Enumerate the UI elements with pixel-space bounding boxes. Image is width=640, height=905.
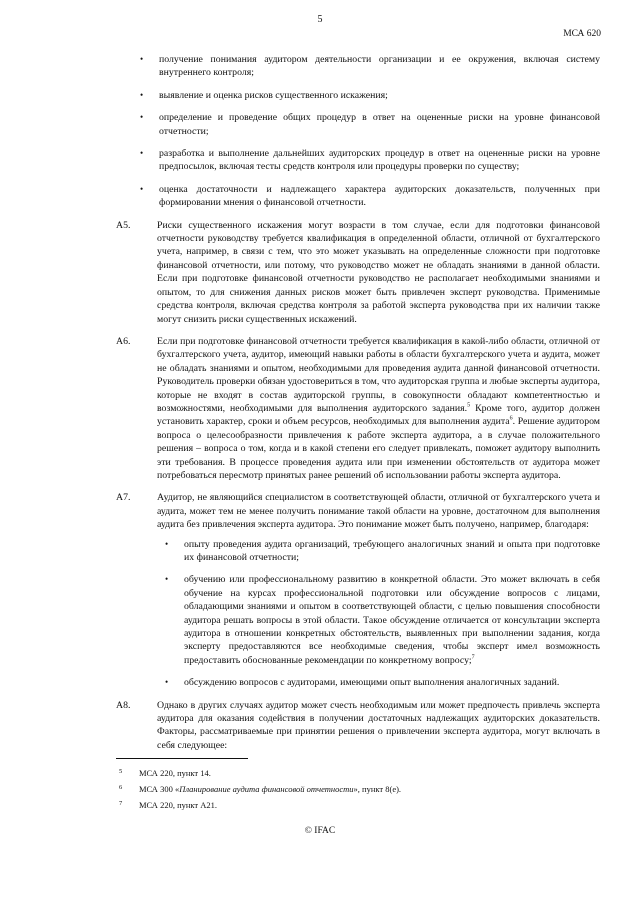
paragraph-text-part: . Решение аудитором вопроса о целесообразности привлечения к работе эксперта аудитора, а в случае положительного решения – вопроса о том, когда и в какой степени его следует привлекать, поможет аудитору выполнить эти требования. В процессе проведения аудита или при изменении обстоятельств от аудитора может потребоваться пересмотр принятых ранее решений об использовании работы эксперта аудитора. (157, 416, 601, 481)
bullet-icon: • (165, 538, 169, 549)
document-code: МСА 620 (563, 29, 601, 39)
footnote-title: Планирование аудита финансовой отчетности (179, 784, 354, 794)
paragraph-number: А5. (116, 219, 131, 231)
footnote-text: », пункт 8(e). (353, 784, 402, 794)
paragraph-text (157, 335, 600, 482)
list-item-text: обсуждению вопросов с аудиторами, имеющими опыт выполнения аналогичных заданий. (184, 677, 560, 689)
list-item-text: обучению или профессиональному развитию в конкретной области. Это может включать в себя обучение на курсах профессиональной подготовки или обсуждение вопросов с лицами, обладающими знаниями и опытом в соответствующей области, с целью повышения способности аудитора решать вопросы в этой области. Такое обсуждение отличается от консультации эксперта аудитора в отношении конкретных обстоятельств, выявленных при выполнении задания, когда эксперту предоставляются все необходимые сведения, чтобы эксперт имел возможность предоставить обоснованные рекомендации по конкретному вопросу; (184, 574, 600, 666)
bullet-icon: • (165, 574, 169, 585)
footnote-text: МСА 220, пункт А21. (139, 800, 218, 810)
list-item-text: выявление и оценка рисков существенного искажения; (159, 89, 388, 101)
bullet-icon: • (140, 183, 144, 194)
footnotes (116, 758, 600, 816)
list-item (116, 53, 600, 80)
intro-bullet-list (116, 53, 600, 210)
footnote (116, 768, 600, 779)
list-item (116, 89, 600, 102)
footnote (116, 800, 600, 811)
copyright-footer: © IFAC (304, 826, 336, 836)
list-item (116, 147, 600, 174)
footnote-divider (116, 758, 248, 759)
paragraph-text-part: Если при подготовке финансовой отчетности требуется квалификация в какой-либо области, отличной от бухгалтерского учета, аудитор, имеющий навыки работы в области бухгалтерского учета и аудита, может не обладать знаниями и опытом, необходимыми для проведения аудита данной финансовой отчетности. Руководитель проверки обязан удостовериться в том, что аудиторская группа и любые эксперты аудитора, которые не входят в состав аудиторской группы, в совокупности обладают компетентностью и возможностями, необходимыми для выполнения аудиторского задания. (157, 335, 600, 414)
footnote (116, 784, 600, 795)
list-item (141, 573, 600, 667)
bullet-icon: • (140, 89, 144, 100)
list-item-text: оценка достаточности и надлежащего характера аудиторских доказательств, полученных при формировании мнения о финансовой отчетности. (159, 183, 600, 209)
list-item-text: разработка и выполнение дальнейших аудиторских процедур в ответ на оцененные риски на уровне предпосылок, включая тесты средств контроля или процедуры проверки по существу; (159, 148, 600, 173)
footnote-number: 7 (119, 800, 123, 807)
list-item (116, 111, 600, 138)
paragraph-a6 (116, 335, 600, 482)
list-item-text: определение и проведение общих процедур в ответ на оцененные риски на уровне финансовой отчетности; (159, 112, 600, 137)
paragraph-number: А8. (116, 699, 131, 711)
footnote-ref: 5 (467, 402, 471, 409)
list-item-text: опыту проведения аудита организаций, требующего аналогичных знаний и опыта при подготовке их финансовой отчетности; (184, 538, 600, 563)
list-item (116, 183, 600, 210)
paragraph-a5 (116, 219, 600, 326)
footnote-number: 6 (119, 784, 123, 791)
footnote-ref: 6 (509, 416, 513, 423)
list-item (141, 538, 600, 565)
page-number: 5 (317, 14, 323, 25)
paragraph-number: А7. (116, 492, 131, 504)
bullet-icon: • (140, 54, 144, 64)
paragraph-text: Однако в других случаях аудитор может счесть необходимым или может предпочесть привлечь эксперта аудитора для оказания содействия в получении достаточных надлежащих аудиторских доказательств. Факторы, рассматриваемые при принятии решения о привлечении эксперта аудитора, могут включать в себя следующее: (157, 699, 600, 751)
paragraph-text: Риски существенного искажения могут возрасти в том случае, если для подготовки финансовой отчетности руководству требуется квалификация в определенной области, отличной от бухгалтерского учета, например, в связи с тем, что это может указывать на определенные сложности при подготовке финансовой отчетности, или потому, что руководство может не обладать знаниями в данной области. Если при подготовке финансовой отчетности руководство не располагает необходимыми знаниями и опытом, то для снижения данных рисков может быть привлечен эксперт руководства. Применимые средства контроля, включая средства контроля за работой эксперта руководства при их наличии также могут снизить риски существенных искажений. (157, 219, 600, 325)
bullet-icon: • (140, 148, 144, 159)
footnote-ref: 7 (471, 654, 475, 661)
paragraph-text-part: Кроме того, аудитор должен установить характер, сроки и объем ресурсов, необходимых для выполнения аудита (157, 402, 600, 428)
list-item-text: получение понимания аудитором деятельности организации и ее окружения, включая систему внутреннего контроля; (159, 54, 600, 79)
bullet-icon: • (140, 112, 144, 123)
footnote-text: МСА 220, пункт 14. (139, 768, 211, 778)
paragraph-number: А6. (116, 335, 131, 347)
paragraph-a8 (116, 699, 600, 753)
bullet-icon: • (165, 677, 169, 688)
footnote-text: МСА 300 « (139, 784, 180, 794)
main-content (116, 53, 600, 761)
footnote-number: 5 (119, 768, 123, 775)
list-item (141, 676, 600, 689)
a7-bullet-list (141, 538, 600, 690)
paragraph-text: Аудитор, не являющийся специалистом в соответствующей области, отличной от бухгалтерского учета и аудита, может тем не менее получить понимание такой области на уровне, достаточном для выполнения аудита без привлечения эксперта аудитора. Это понимание может быть получено, например, благодаря: (157, 492, 600, 531)
paragraph-a7 (116, 491, 600, 689)
